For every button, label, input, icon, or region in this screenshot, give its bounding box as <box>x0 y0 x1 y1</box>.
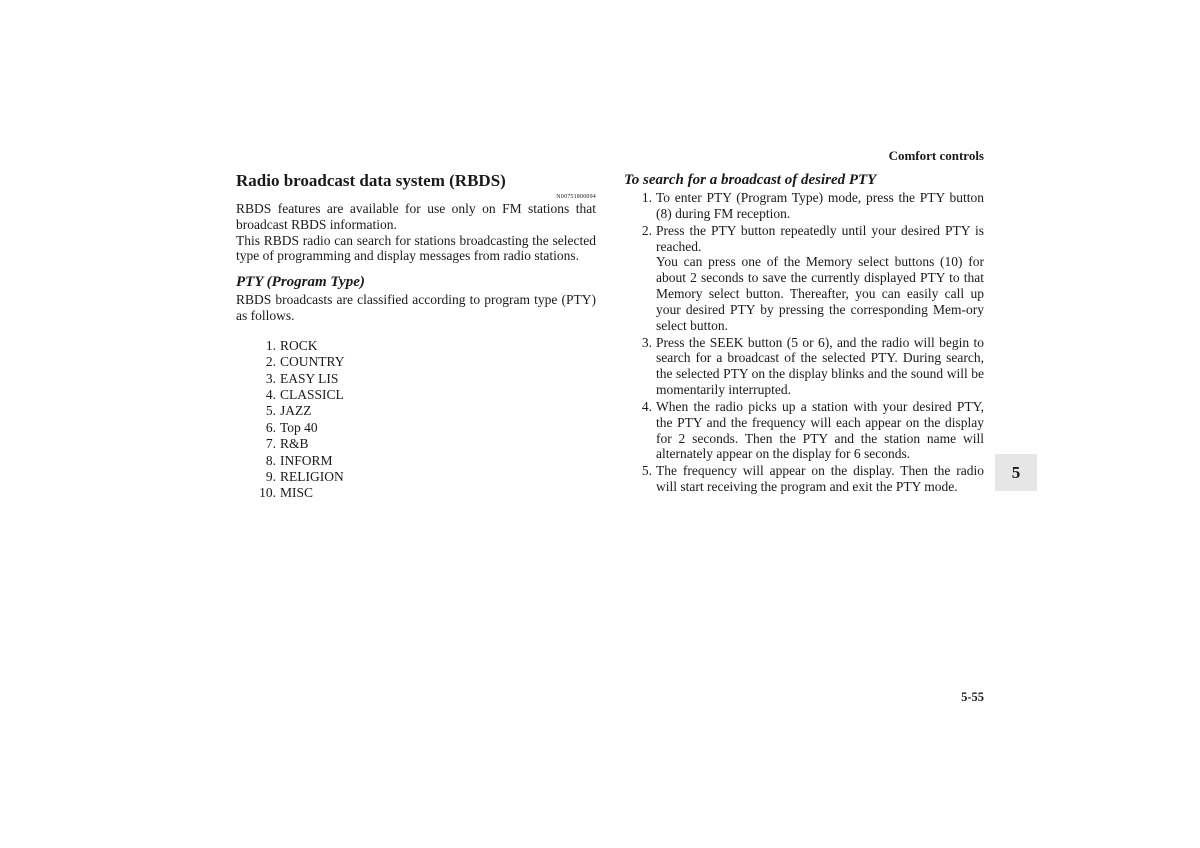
step-item: 5. The frequency will appear on the display. Then the radio will start receiving the program and exit the PTY mode. <box>641 463 984 495</box>
step-item: 2. Press the PTY button repeatedly until your desired PTY is reached. You can press one of the Memory select buttons (10) for about 2 seconds to save the currently displayed PTY to that Memory select button. Thereafter, you can easily call up your desired PTY by pressing the corresponding Mem-ory select button. <box>641 222 984 333</box>
pty-list-item: 4. CLASSICL <box>265 387 344 402</box>
intro-paragraph-2: This RBDS radio can search for stations broadcasting the selected type of programming and display messages from radio stations. <box>236 232 596 264</box>
reference-code: N00751800094 <box>556 194 596 200</box>
pty-list-item: 9. RELIGION <box>265 469 344 485</box>
section-title: Radio broadcast data system (RBDS) <box>236 171 506 190</box>
page-number: 5-55 <box>961 690 984 704</box>
pty-list-item: 10. MISC <box>259 485 314 501</box>
left-column <box>236 170 596 502</box>
pty-list <box>236 338 596 502</box>
step-item: 3. Press the SEEK button (5 or 6), and the radio will begin to search for a broadcast of the selected PTY. During search, the selected PTY on the display blinks and the sound will be momentarily interrupted. <box>641 334 984 397</box>
pty-intro: RBDS broadcasts are classified according to program type (PTY) as follows. <box>236 292 596 323</box>
search-steps <box>624 190 984 495</box>
pty-list-item: 6. Top 40 <box>265 419 318 435</box>
right-column <box>624 170 984 496</box>
step-item: 1. To enter PTY (Program Type) mode, press the PTY button (8) during FM reception. <box>641 190 984 221</box>
pty-list-item: 5. JAZZ <box>265 403 312 419</box>
step-item: 4. When the radio picks up a station with your desired PTY, the PTY and the frequency will each appear on the display for 2 seconds. Then the PTY and the station name will alternately appear on the display for 6 seconds. <box>641 398 984 462</box>
pty-heading: PTY (Program Type) <box>236 274 365 291</box>
step-note: You can press one of the Memory select buttons (10) for about 2 seconds to save the currently displayed PTY to that Memory select button. Thereafter, you can easily call up your desired PTY by pressing the corresponding Mem-ory select button. <box>656 254 984 333</box>
section-header: Comfort controls <box>888 148 984 163</box>
pty-list-item: 1. ROCK <box>265 337 318 353</box>
search-heading: To search for a broadcast of desired PTY <box>624 172 877 188</box>
step-text: Press the PTY button repeatedly until your desired PTY is reached. <box>656 222 984 254</box>
chapter-tab: 5 <box>995 454 1037 491</box>
pty-list-item: 8. INFORM <box>265 452 333 468</box>
pty-list-item: 2. COUNTRY <box>265 354 345 370</box>
pty-list-item: 7. R&B <box>265 436 309 452</box>
pty-list-item: 3. EASY LIS <box>265 370 339 386</box>
intro-paragraph-1: RBDS features are available for use only on FM stations that broadcast RBDS information. <box>236 201 596 232</box>
